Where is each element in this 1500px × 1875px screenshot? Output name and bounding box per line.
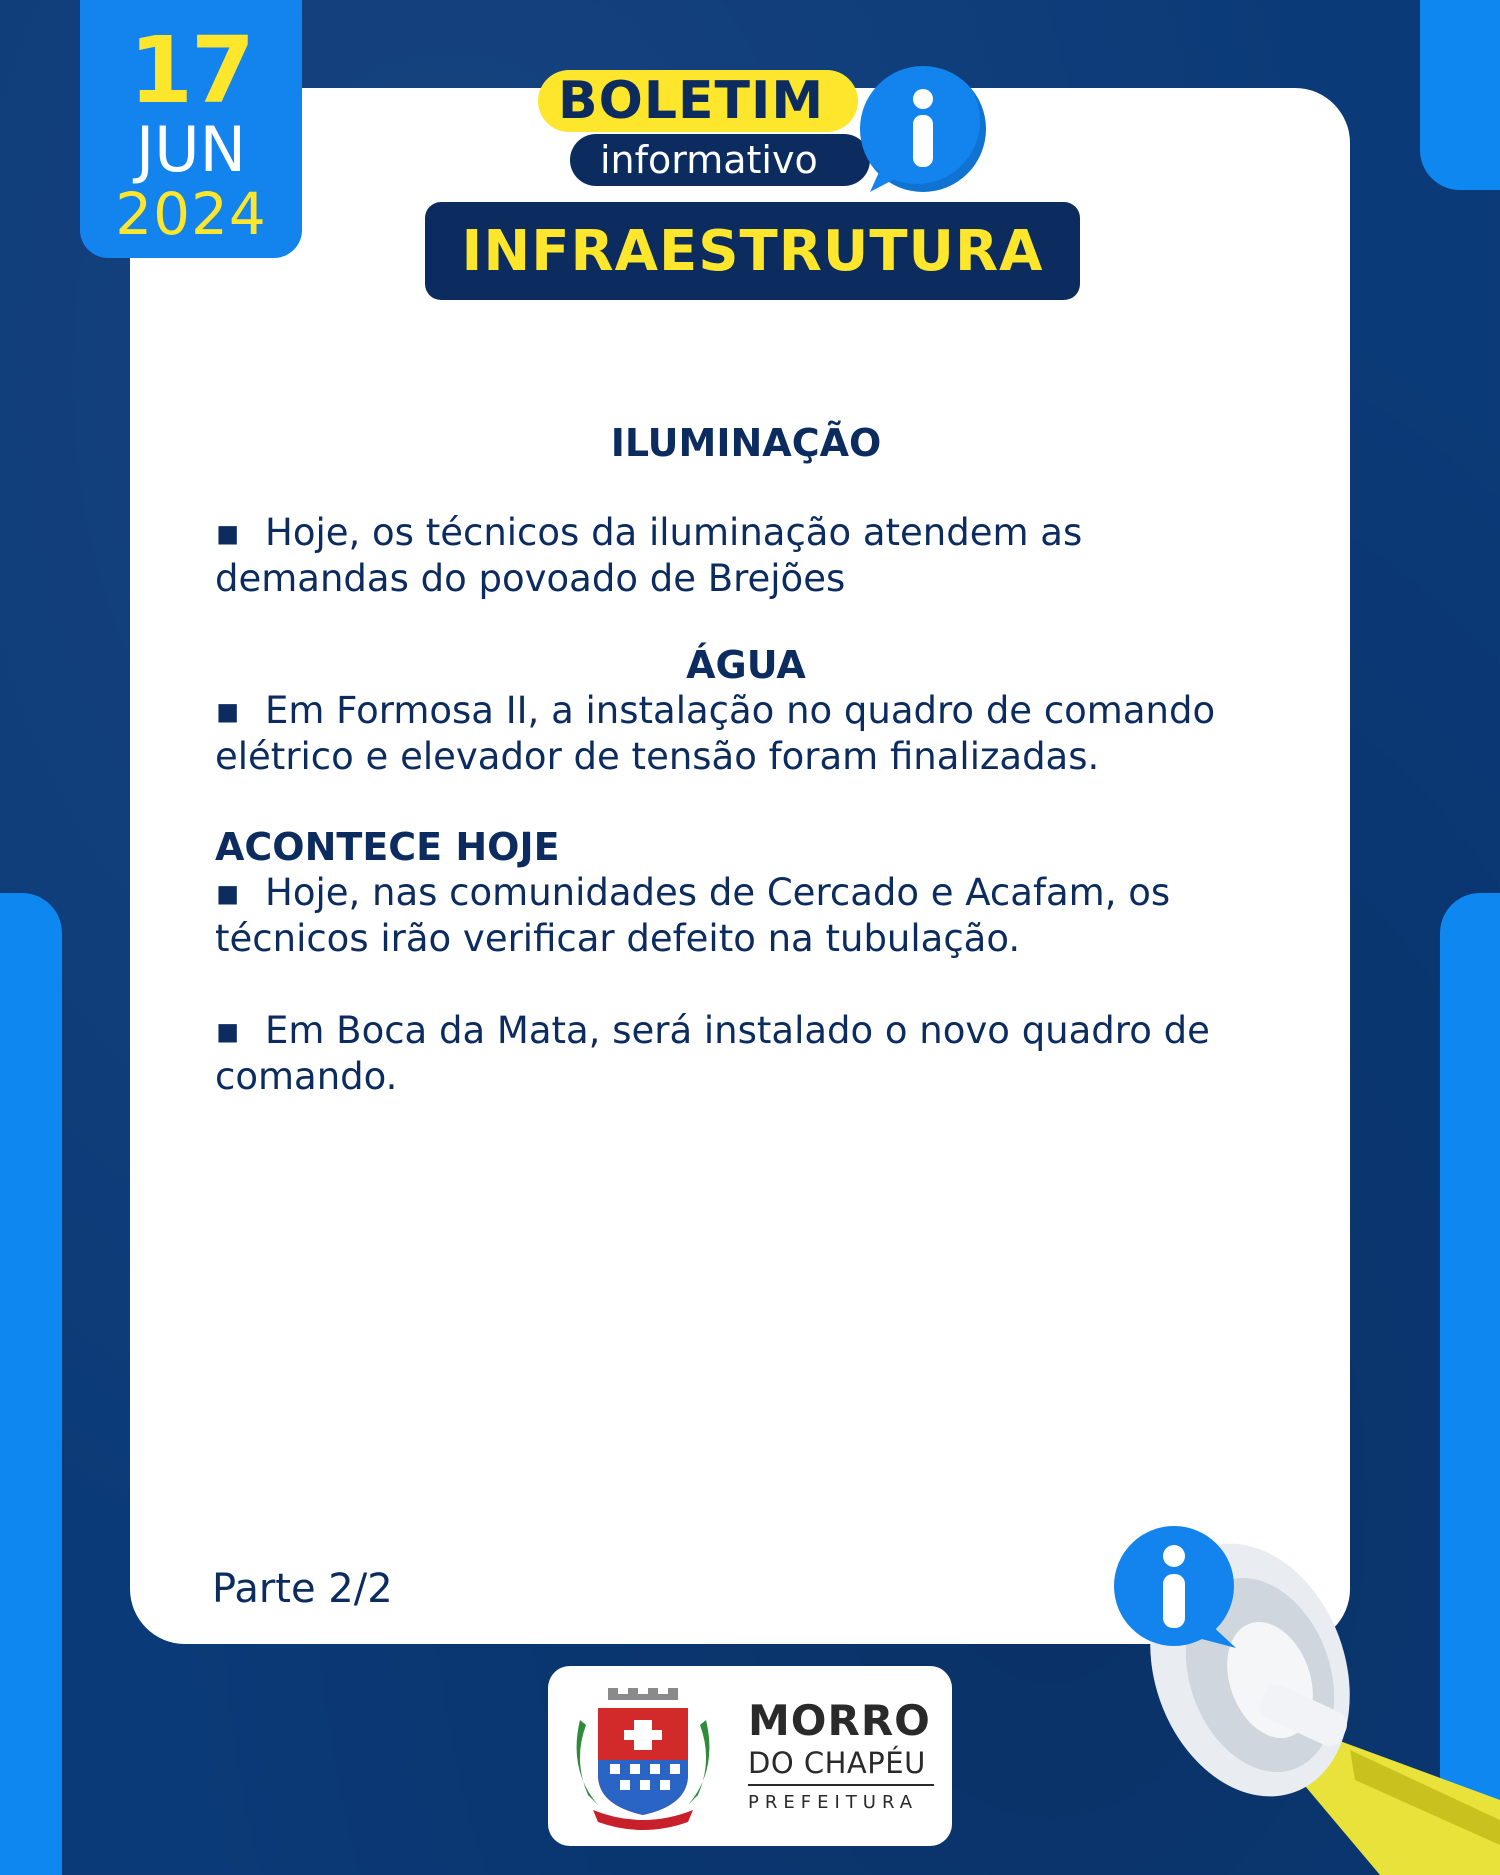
left-accent-bar [0, 893, 62, 1875]
boletim-label [538, 70, 858, 132]
coat-of-arms-icon [568, 1680, 718, 1830]
bullet-acontece-2 [215, 1008, 1255, 1100]
logo-prefeitura: PREFEITURA [748, 1792, 919, 1813]
bulletin-content [215, 420, 1255, 1100]
bullet-marker: ▪ [215, 689, 241, 732]
bullet-marker: ▪ [215, 511, 241, 554]
bullet-marker: ▪ [215, 1009, 241, 1052]
heading-agua: ÁGUA [686, 643, 806, 687]
date-month: JUN [135, 113, 247, 186]
date-year: 2024 [115, 180, 267, 248]
right-top-accent-bar [1420, 0, 1500, 190]
bullet-acontece-1 [215, 870, 1255, 962]
heading-acontece-hoje: ACONTECE HOJE [215, 825, 560, 869]
date-day: 17 [128, 17, 254, 124]
bullet-text: Hoje, nas comunidades de Cercado e Acafam, os técnicos irão verificar defeito na tubulação. [215, 871, 1171, 960]
bullet-text: Em Formosa II, a instalação no quadro de comando elétrico e elevador de tensão foram finalizadas. [215, 689, 1216, 778]
bullet-text: Em Boca da Mata, será instalado o novo quadro de comando. [215, 1009, 1210, 1098]
logo-divider [748, 1784, 934, 1786]
part-indicator: Parte 2/2 [212, 1566, 393, 1612]
logo-title: MORRO [748, 1696, 931, 1745]
info-bubble-icon [1108, 1522, 1240, 1654]
info-icon [860, 66, 986, 192]
bullet-marker: ▪ [215, 871, 241, 914]
boletim-title: BOLETIM [558, 71, 825, 131]
heading-iluminacao: ILUMINAÇÃO [610, 421, 882, 465]
prefeitura-logo [548, 1666, 952, 1846]
bullet-text: Hoje, os técnicos da iluminação atendem as demandas do povoado de Brejões [215, 511, 1083, 600]
logo-subtitle: DO CHAPÉU [748, 1746, 926, 1780]
informativo-text: informativo [600, 138, 818, 182]
informativo-label [570, 134, 870, 186]
section-title: INFRAESTRUTURA [461, 218, 1044, 284]
date-badge [80, 0, 302, 258]
section-pill [425, 202, 1080, 300]
bullet-agua [215, 688, 1255, 780]
bullet-iluminacao [215, 510, 1255, 602]
